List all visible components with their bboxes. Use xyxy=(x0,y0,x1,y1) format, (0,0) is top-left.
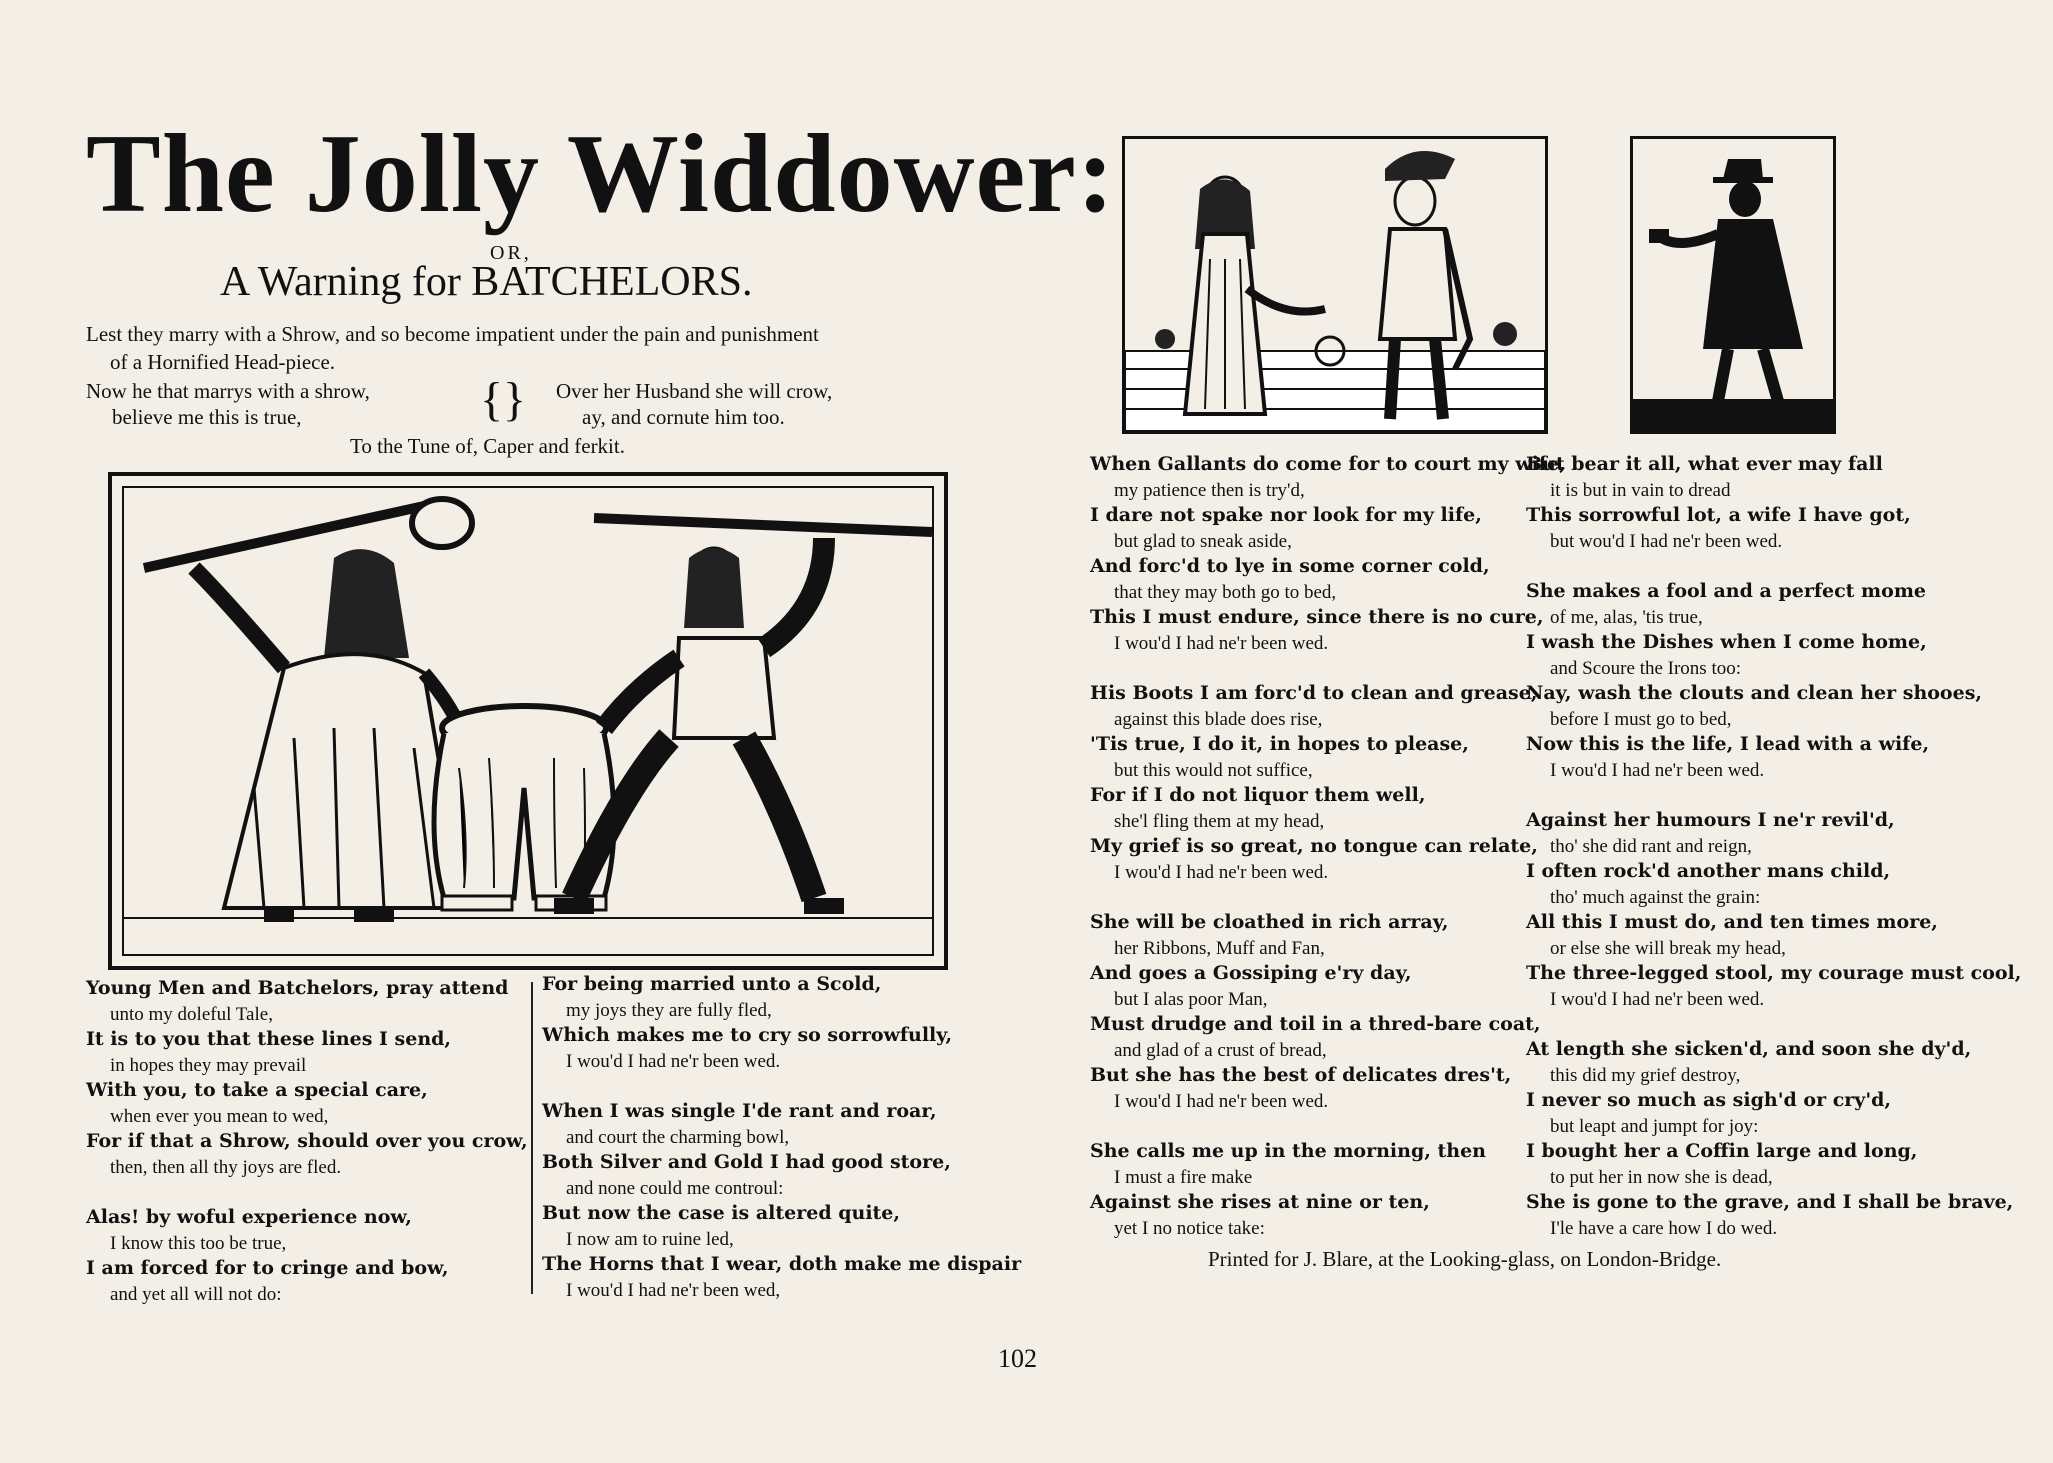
verse-line: I wou'd I had ne'r been wed. xyxy=(1114,632,1329,654)
verse-line: 'Tis true, I do it, in hopes to please, xyxy=(1090,733,1469,755)
ballad-title: The Jolly Widdower: xyxy=(86,112,1116,236)
verse-line: and Scoure the Irons too: xyxy=(1550,657,1742,679)
verse-line: Must drudge and toil in a thred-bare coat, xyxy=(1090,1013,1541,1035)
couplet-right xyxy=(556,378,832,430)
verse-column-3 xyxy=(1090,452,1566,1241)
verse-line: I wou'd I had ne'r been wed, xyxy=(566,1279,781,1301)
verse-line: Nay, wash the clouts and clean her shooes, xyxy=(1526,682,1982,704)
verse-line: The Horns that I wear, doth make me dispair xyxy=(542,1253,1022,1275)
verse-line: tho' she did rant and reign, xyxy=(1550,835,1752,857)
woman-figure xyxy=(194,549,464,922)
verse-column-4 xyxy=(1526,452,2021,1241)
verse-line: It is to you that these lines I send, xyxy=(86,1028,452,1050)
verse-column-1 xyxy=(86,976,528,1307)
verse-line: but this would not suffice, xyxy=(1114,759,1313,781)
lest-text xyxy=(86,320,986,376)
verse-line: but glad to sneak aside, xyxy=(1114,530,1292,552)
verse-line: then, then all thy joys are fled. xyxy=(110,1156,342,1178)
verse-line: I know this too be true, xyxy=(110,1232,287,1254)
verse-line: Both Silver and Gold I had good store, xyxy=(542,1151,951,1173)
verse-line: This I must endure, since there is no cure, xyxy=(1090,606,1544,628)
verse-line: But bear it all, what ever may fall xyxy=(1526,453,1883,475)
verse-line: When I was single I'de rant and roar, xyxy=(542,1100,937,1122)
couplet-line: believe me this is true, xyxy=(112,405,302,429)
column-rule xyxy=(531,982,533,1294)
verse-line: Young Men and Batchelors, pray attend xyxy=(86,977,509,999)
verse-line: Against her humours I ne'r revil'd, xyxy=(1526,809,1895,831)
imprint: Printed for J. Blare, at the Looking-glass, on London-Bridge. xyxy=(1208,1247,1722,1271)
woodcut-quarrel xyxy=(108,472,948,970)
verse-line: or else she will break my head, xyxy=(1550,937,1786,959)
couplet-left xyxy=(86,378,370,430)
verse-line: her Ribbons, Muff and Fan, xyxy=(1114,937,1325,959)
verse-line: before I must go to bed, xyxy=(1550,708,1732,730)
verse-line: yet I no notice take: xyxy=(1114,1217,1265,1239)
verse-line: For if I do not liquor them well, xyxy=(1090,784,1426,806)
verse-line: I wou'd I had ne'r been wed. xyxy=(566,1050,781,1072)
ballad-subtitle: A Warning for BATCHELORS. xyxy=(220,259,753,305)
stanza-gap xyxy=(86,1180,528,1205)
stanza-gap xyxy=(1090,885,1566,910)
verse-line: But she has the best of delicates dres't, xyxy=(1090,1064,1512,1086)
verse-line: Against she rises at nine or ten, xyxy=(1090,1191,1430,1213)
stanza-gap xyxy=(542,1074,1021,1099)
verse-line: And forc'd to lye in some corner cold, xyxy=(1090,555,1490,577)
verse-line: His Boots I am forc'd to clean and grease, xyxy=(1090,682,1538,704)
verse-line: For if that a Shrow, should over you crow, xyxy=(86,1130,528,1152)
verse-line: I never so much as sigh'd or cry'd, xyxy=(1526,1089,1892,1111)
verse-line: I am forced for to cringe and bow, xyxy=(86,1257,449,1279)
verse-line: and court the charming bowl, xyxy=(566,1126,790,1148)
stanza-gap xyxy=(1090,1114,1566,1139)
verse-line: it is but in vain to dread xyxy=(1550,479,1731,501)
lest-line: of a Hornified Head-piece. xyxy=(110,350,336,374)
title-or: OR, xyxy=(490,242,532,264)
verse-line: I wash the Dishes when I come home, xyxy=(1526,631,1927,653)
woodcut-quarrel-image xyxy=(122,486,934,956)
verse-line: Alas! by woful experience now, xyxy=(86,1206,412,1228)
verse-line: this did my grief destroy, xyxy=(1550,1064,1741,1086)
verse-line: of me, alas, 'tis true, xyxy=(1550,606,1703,628)
verse-line: but wou'd I had ne'r been wed. xyxy=(1550,530,1783,552)
verse-line: unto my doleful Tale, xyxy=(110,1003,273,1025)
verse-line: She will be cloathed in rich array, xyxy=(1090,911,1449,933)
verse-line: I bought her a Coffin large and long, xyxy=(1526,1140,1918,1162)
verse-line: At length she sicken'd, and soon she dy'd, xyxy=(1526,1038,1972,1060)
verse-line: when ever you mean to wed, xyxy=(110,1105,329,1127)
verse-line: Which makes me to cry so sorrowfully, xyxy=(542,1024,953,1046)
verse-line: I dare not spake nor look for my life, xyxy=(1090,504,1482,526)
verse-line: I must a fire make xyxy=(1114,1166,1253,1188)
verse-line: The three-legged stool, my courage must cool, xyxy=(1526,962,2022,984)
verse-line: tho' much against the grain: xyxy=(1550,886,1761,908)
verse-line: I wou'd I had ne'r been wed. xyxy=(1550,759,1765,781)
verse-line: With you, to take a special care, xyxy=(86,1079,428,1101)
verse-line: I often rock'd another mans child, xyxy=(1526,860,1891,882)
stanza-gap xyxy=(1090,656,1566,681)
verse-line: and none could me controul: xyxy=(566,1177,784,1199)
verse-line: but I alas poor Man, xyxy=(1114,988,1268,1010)
verse-line: she'l fling them at my head, xyxy=(1114,810,1325,832)
verse-line: She is gone to the grave, and I shall be brave, xyxy=(1526,1191,2014,1213)
tune-line: To the Tune of, Caper and ferkit. xyxy=(350,434,625,458)
verse-line: in hopes they may prevail xyxy=(110,1054,307,1076)
verse-line: to put her in now she is dead, xyxy=(1550,1166,1773,1188)
woodcut-couple xyxy=(1122,136,1548,434)
verse-line: my patience then is try'd, xyxy=(1114,479,1305,501)
verse-line: My grief is so great, no tongue can relate, xyxy=(1090,835,1538,857)
couplet-line: ay, and cornute him too. xyxy=(582,405,785,429)
verse-line: I wou'd I had ne'r been wed. xyxy=(1114,861,1329,883)
verse-line: that they may both go to bed, xyxy=(1114,581,1337,603)
verse-line: and yet all will not do: xyxy=(110,1283,282,1305)
verse-line: but leapt and jumpt for joy: xyxy=(1550,1115,1759,1137)
verse-line: She makes a fool and a perfect mome xyxy=(1526,580,1927,602)
verse-line: I wou'd I had ne'r been wed. xyxy=(1114,1090,1329,1112)
verse-line: All this I must do, and ten times more, xyxy=(1526,911,1938,933)
verse-line: I wou'd I had ne'r been wed. xyxy=(1550,988,1765,1010)
couplet-line: Over her Husband she will crow, xyxy=(556,379,833,403)
verse-column-2 xyxy=(542,972,1021,1303)
verse-line: She calls me up in the morning, then xyxy=(1090,1140,1486,1162)
verse-line: against this blade does rise, xyxy=(1114,708,1323,730)
verse-line: Now this is the life, I lead with a wife, xyxy=(1526,733,1930,755)
verse-line: I'le have a care how I do wed. xyxy=(1550,1217,1778,1239)
verse-line: And goes a Gossiping e'ry day, xyxy=(1090,962,1412,984)
verse-line: But now the case is altered quite, xyxy=(542,1202,901,1224)
verse-line: This sorrowful lot, a wife I have got, xyxy=(1526,504,1911,526)
couplet-line: Now he that marrys with a shrow, xyxy=(86,379,370,403)
verse-line: For being married unto a Scold, xyxy=(542,973,882,995)
stanza-gap xyxy=(1526,554,2021,579)
verse-line: I now am to ruine led, xyxy=(566,1228,734,1250)
woodcut-man xyxy=(1630,136,1836,434)
stanza-gap xyxy=(1526,1012,2021,1037)
verse-line: my joys they are fully fled, xyxy=(566,999,772,1021)
verse-line: When Gallants do come for to court my wife, xyxy=(1090,453,1566,475)
page-number: 102 xyxy=(998,1344,1037,1373)
couplet-brace: {} xyxy=(480,373,527,426)
verse-line: and glad of a crust of bread, xyxy=(1114,1039,1327,1061)
lest-line: Lest they marry with a Shrow, and so become impatient under the pain and punishment xyxy=(86,322,819,346)
stanza-gap xyxy=(1526,783,2021,808)
